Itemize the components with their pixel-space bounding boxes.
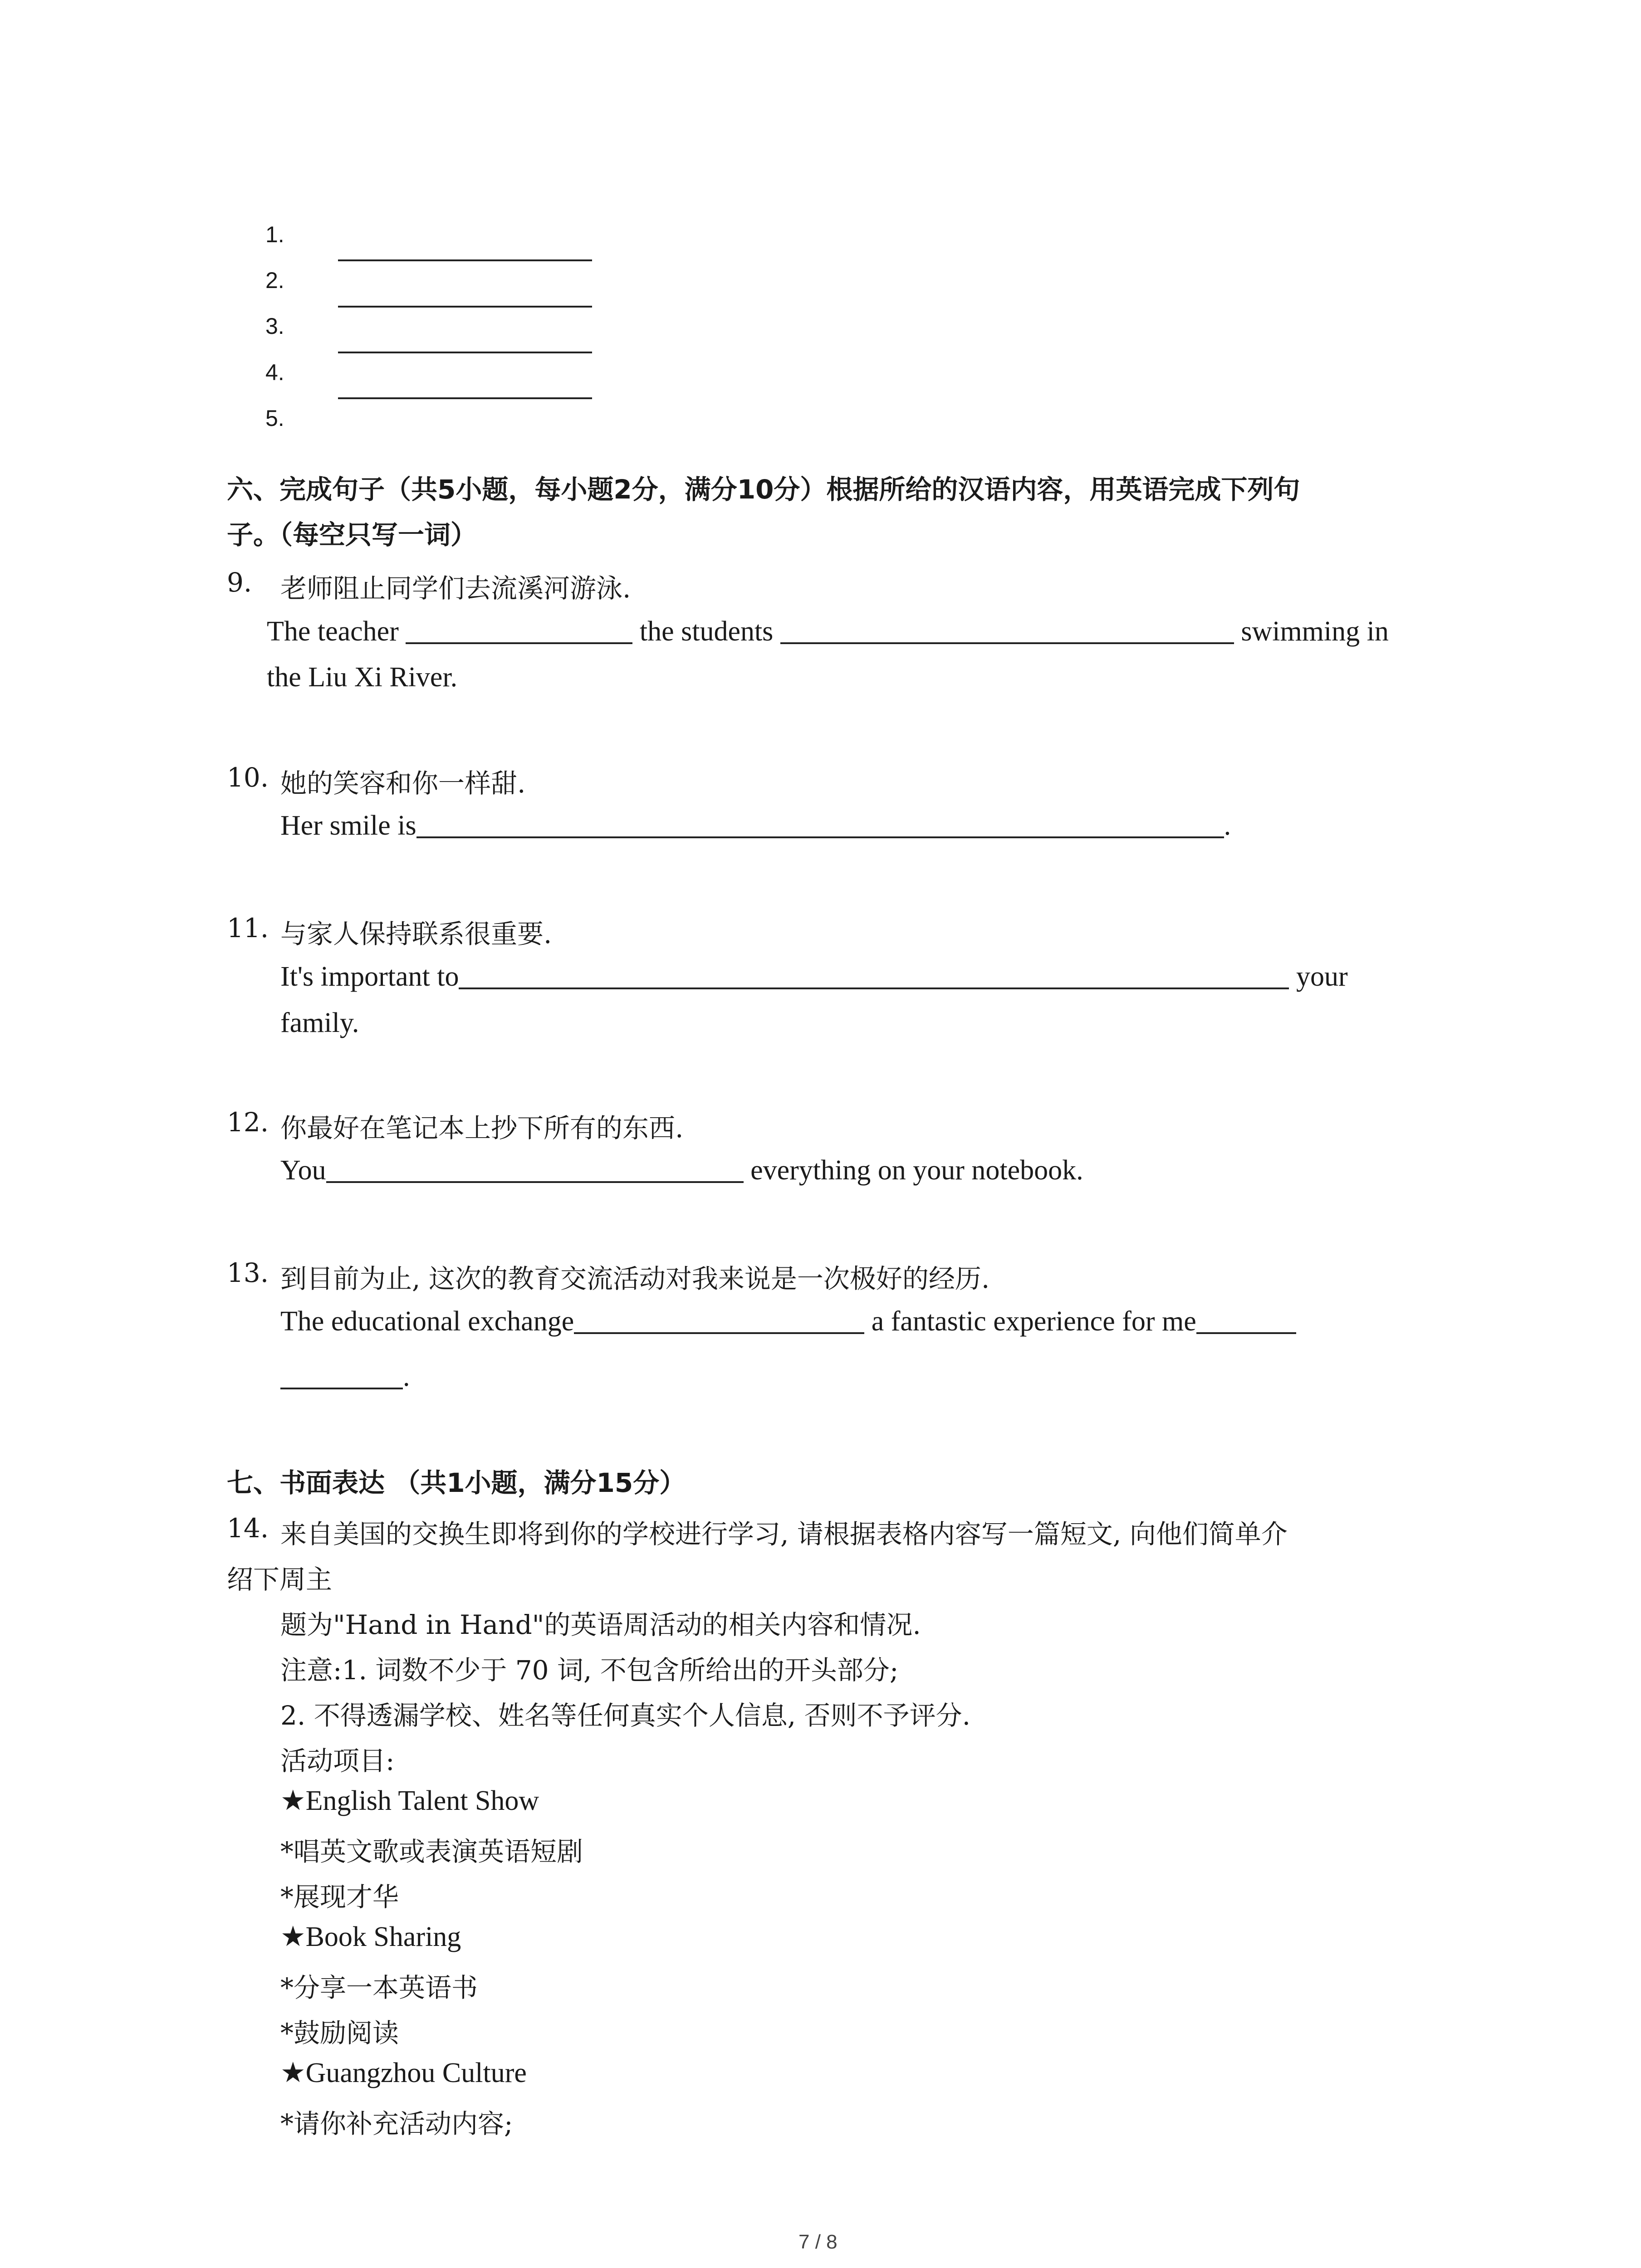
answer-line[interactable] (338, 397, 592, 399)
question-number: 12. (227, 1107, 269, 1138)
sentence-text: everything on your notebook. (750, 1155, 1083, 1186)
question-number: 11. (227, 913, 269, 943)
activity-item: *分享一本英语书 (280, 1972, 478, 2003)
sentence-text: your (1296, 961, 1348, 992)
section-7-title: 七、书面表达 （共1小题，满分15分） (227, 1467, 686, 1498)
activity-item: ★Guangzhou Culture (280, 2058, 527, 2088)
question-english-line1 (280, 1154, 1083, 1187)
section-6-title-line1: 六、完成句子（共5小题，每小题2分，满分10分）根据所给的汉语内容，用英语完成下列句 (227, 474, 1300, 505)
sentence-text: a fantastic experience for me (871, 1306, 1196, 1337)
sentence-text: You (280, 1155, 326, 1186)
answer-line[interactable] (338, 259, 592, 261)
answer-blank[interactable] (780, 642, 1234, 644)
answer-blank[interactable] (1196, 1332, 1296, 1334)
activity-item: ★Book Sharing (280, 1921, 461, 1952)
question-english-line1 (280, 1305, 1296, 1338)
answer-number: 4. (265, 360, 284, 385)
question-text-line5: 2. 不得透漏学校、姓名等任何真实个人信息, 否则不予评分. (280, 1700, 971, 1731)
question-text-line1: 来自美国的交换生即将到你的学校进行学习, 请根据表格内容写一篇短文, 向他们简单介 (280, 1519, 1288, 1549)
question-chinese: 老师阻止同学们去流溪河游泳. (280, 573, 631, 604)
page-number: 7 / 8 (798, 2231, 838, 2253)
answer-line[interactable] (338, 306, 592, 308)
sentence-end: . (1224, 810, 1231, 841)
question-chinese: 到目前为止, 这次的教育交流活动对我来说是一次极好的经历. (280, 1263, 990, 1294)
answer-number: 2. (265, 268, 284, 293)
sentence-text: The educational exchange (280, 1306, 574, 1337)
question-text-line6: 活动项目: (280, 1745, 395, 1776)
question-english-line1 (280, 810, 1231, 842)
answer-line[interactable] (338, 352, 592, 353)
question-chinese: 你最好在笔记本上抄下所有的东西. (280, 1113, 684, 1144)
question-number: 14. (227, 1513, 269, 1544)
answer-blank[interactable] (574, 1332, 864, 1334)
sentence-text: Her smile is (280, 810, 416, 841)
sentence-text: the students (639, 616, 774, 647)
activity-item: *展现才华 (280, 1882, 399, 1912)
activity-item: ★English Talent Show (280, 1785, 539, 1816)
activity-item: *请你补充活动内容; (280, 2108, 513, 2139)
sentence-text: swimming in (1241, 616, 1389, 647)
question-chinese: 与家人保持联系很重要. (280, 919, 552, 949)
answer-blank[interactable] (406, 642, 632, 644)
answer-blank[interactable] (416, 836, 1224, 838)
answer-blank[interactable] (326, 1181, 744, 1183)
section-6-title-line2: 子。（每空只写一词） (227, 519, 477, 550)
sentence-text: The teacher (267, 616, 399, 647)
question-text-line3: 题为"Hand in Hand"的英语周活动的相关内容和情况. (280, 1609, 921, 1640)
activity-item: *鼓励阅读 (280, 2018, 399, 2048)
sentence-text: It's important to (280, 961, 459, 992)
question-english-line2: the Liu Xi River. (267, 662, 458, 693)
question-text-line2: 绍下周主 (227, 1564, 333, 1595)
answer-number: 1. (265, 222, 284, 247)
question-english-line2 (280, 1361, 410, 1393)
question-number: 10. (227, 762, 269, 793)
question-english-line1 (267, 616, 1389, 648)
answer-number: 3. (265, 313, 284, 339)
question-english-line1 (280, 961, 1348, 993)
question-english-line2: family. (280, 1007, 359, 1038)
question-text-line4: 注意:1. 词数不少于 70 词, 不包含所给出的开头部分; (280, 1655, 899, 1686)
answer-number: 5. (265, 406, 284, 431)
answer-blank[interactable] (280, 1387, 403, 1389)
answer-blank[interactable] (459, 987, 1289, 989)
question-number: 9. (227, 567, 252, 598)
question-chinese: 她的笑容和你一样甜. (280, 768, 526, 799)
question-number: 13. (227, 1257, 269, 1288)
activity-item: *唱英文歌或表演英语短剧 (280, 1836, 583, 1867)
sentence-end: . (403, 1361, 410, 1392)
